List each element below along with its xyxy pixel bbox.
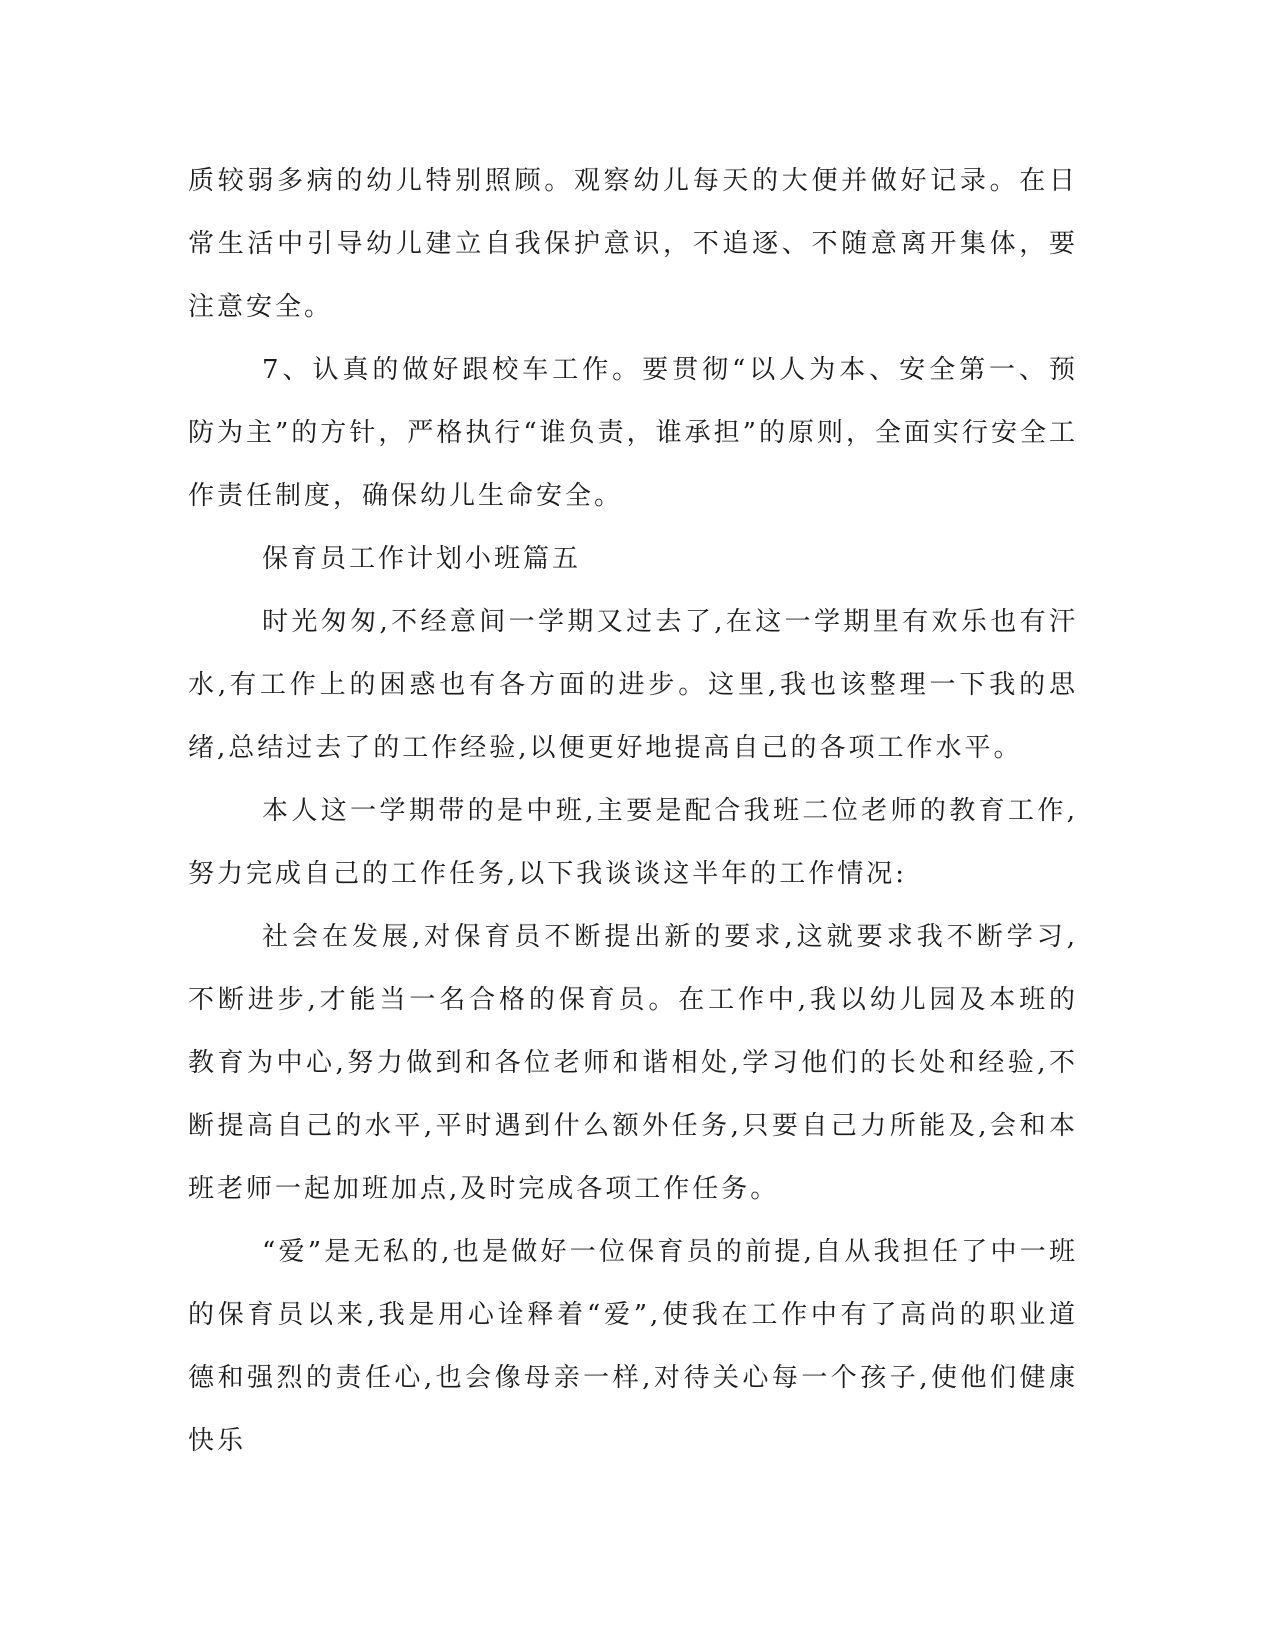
paragraph-love-and-care: “爱”是无私的,也是做好一位保育员的前提,自从我担任了中一班的保育员以来,我是用心诠释着“爱”,使我在工作中有了高尚的职业道德和强烈的责任心,也会像母亲一样,对待关心每一个孩子,使他们健康快乐	[188, 1237, 1078, 1456]
document-body	[188, 150, 1078, 1473]
paragraph-continued-care: 质较弱多病的幼儿特别照顾。观察幼儿每天的大便并做好记录。在日常生活中引导幼儿建立自我保护意识，不追逐、不随意离开集体，要注意安全。	[188, 166, 1078, 322]
paragraph-semester-intro: 时光匆匆,不经意间一学期又过去了,在这一学期里有欢乐也有汗水,有工作上的困惑也有各方面的进步。这里,我也该整理一下我的思绪,总结过去了的工作经验,以便更好地提高自己的各项工作水平。	[188, 607, 1078, 763]
section-heading: 保育员工作计划小班篇五	[262, 544, 582, 574]
paragraph-class-assignment: 本人这一学期带的是中班,主要是配合我班二位老师的教育工作,努力完成自己的工作任务,以下我谈谈这半年的工作情况:	[188, 796, 1078, 889]
paragraph-continuous-learning: 社会在发展,对保育员不断提出新的要求,这就要求我不断学习,不断进步,才能当一名合格的保育员。在工作中,我以幼儿园及本班的教育为中心,努力做到和各位老师和谐相处,学习他们的长处和经验,不断提高自己的水平,平时遇到什么额外任务,只要自己力所能及,会和本班老师一起加班加点,及时完成各项工作任务。	[188, 922, 1078, 1204]
paragraph-school-bus-duty: 7、认真的做好跟校车工作。要贯彻“以人为本、安全第一、预防为主”的方针，严格执行“谁负责，谁承担”的原则，全面实行安全工作责任制度，确保幼儿生命安全。	[188, 355, 1078, 511]
